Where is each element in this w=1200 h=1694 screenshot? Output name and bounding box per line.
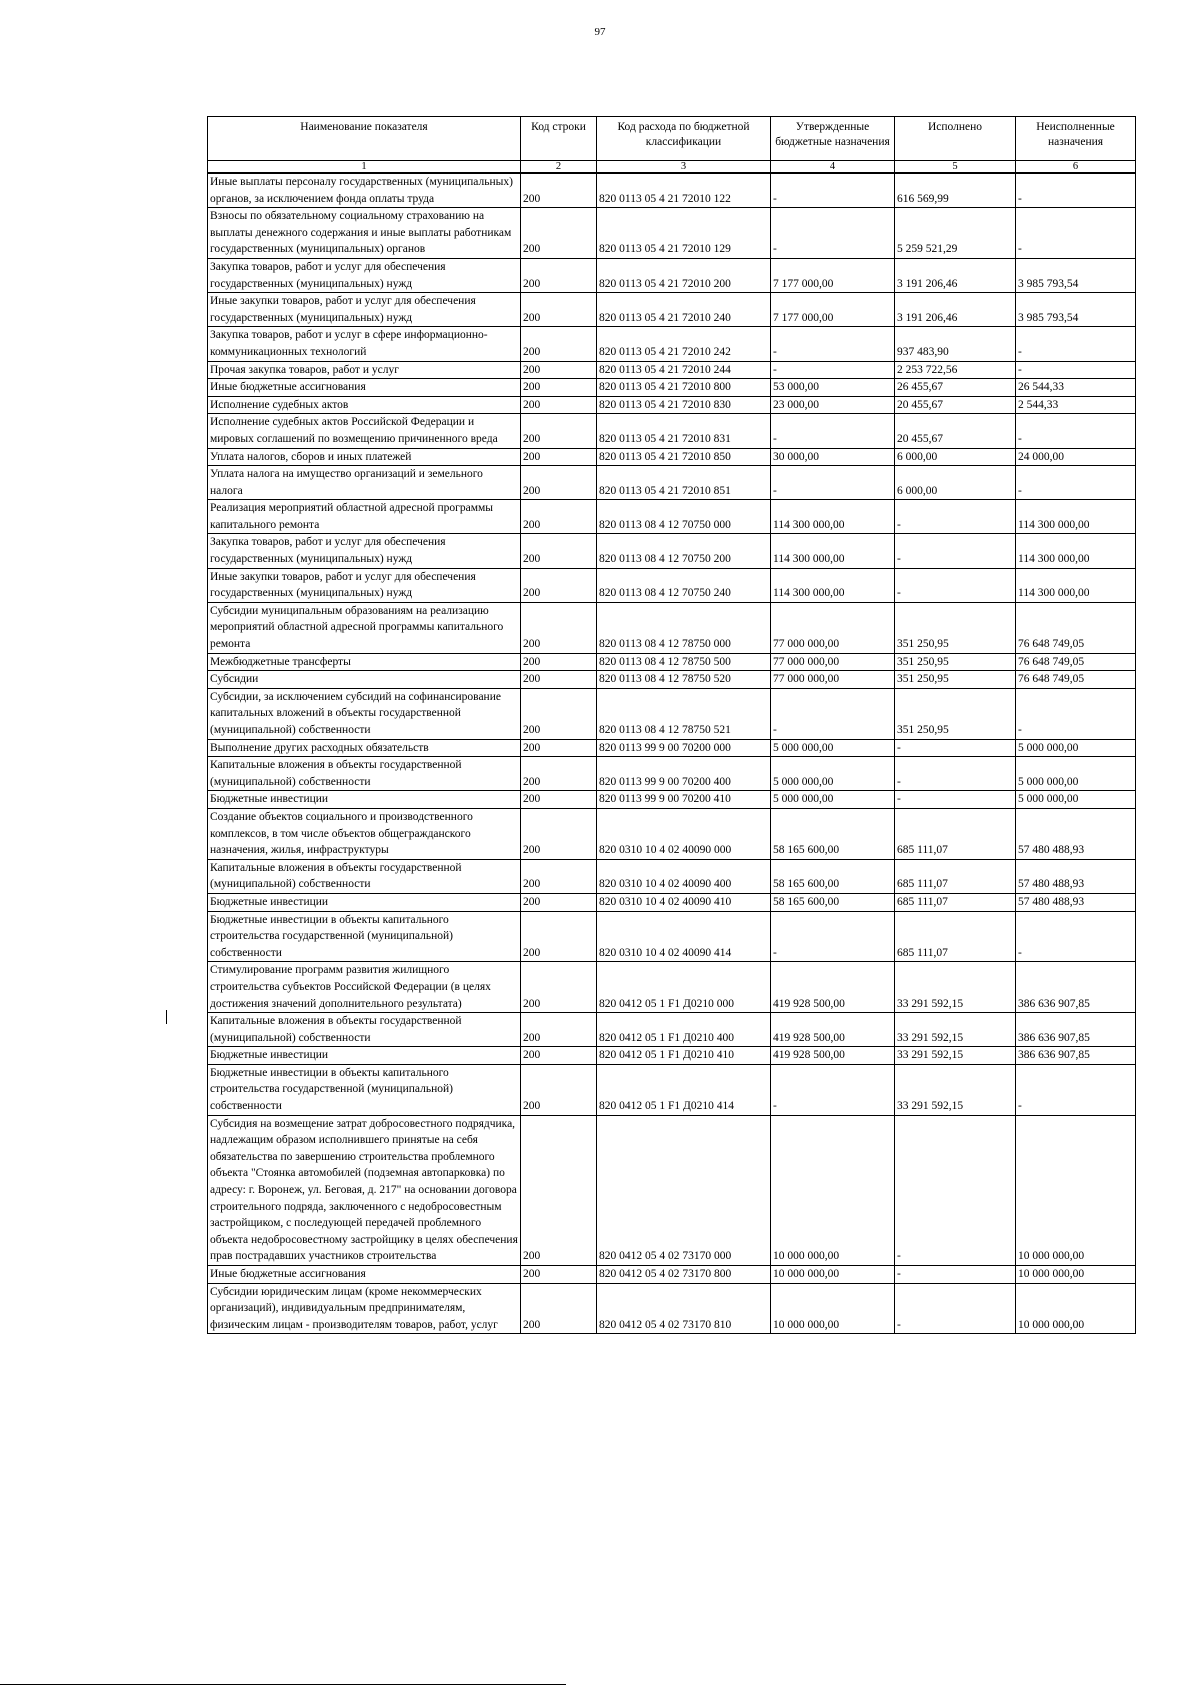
row-expense-code: 820 0113 05 4 21 72010 831 [597, 414, 771, 448]
row-executed: - [895, 791, 1016, 809]
table-row [208, 739, 1136, 757]
row-line-code: 200 [521, 1115, 597, 1265]
header-numbers-row [208, 161, 1136, 174]
table-row [208, 808, 1136, 859]
header-line-code: Код строки [521, 117, 597, 161]
table-row [208, 859, 1136, 893]
row-line-code: 200 [521, 258, 597, 292]
row-name: Стимулирование программ развития жилищного строительства субъектов Российской Федерации (в целях достижения значений дополнительного результата) [208, 962, 521, 1013]
row-executed: - [895, 500, 1016, 534]
row-expense-code: 820 0412 05 1 F1 Д0210 000 [597, 962, 771, 1013]
row-line-code: 200 [521, 208, 597, 259]
row-executed: 6 000,00 [895, 466, 1016, 500]
table-row [208, 911, 1136, 962]
table-row [208, 1115, 1136, 1265]
table-row [208, 1266, 1136, 1284]
row-executed: 5 259 521,29 [895, 208, 1016, 259]
row-expense-code: 820 0310 10 4 02 40090 000 [597, 808, 771, 859]
row-expense-code: 820 0310 10 4 02 40090 400 [597, 859, 771, 893]
row-expense-code: 820 0412 05 4 02 73170 800 [597, 1266, 771, 1284]
row-expense-code: 820 0113 05 4 21 72010 240 [597, 293, 771, 327]
row-name: Закупка товаров, работ и услуг для обеспечения государственных (муниципальных) нужд [208, 534, 521, 568]
row-name: Уплата налогов, сборов и иных платежей [208, 448, 521, 466]
row-line-code: 200 [521, 602, 597, 653]
row-name: Уплата налога на имущество организаций и земельного налога [208, 466, 521, 500]
row-executed: 20 455,67 [895, 414, 1016, 448]
row-executed: 2 253 722,56 [895, 361, 1016, 379]
row-name: Иные бюджетные ассигнования [208, 379, 521, 397]
row-line-code: 200 [521, 500, 597, 534]
row-approved: 53 000,00 [771, 379, 895, 397]
row-line-code: 200 [521, 688, 597, 739]
row-line-code: 200 [521, 414, 597, 448]
row-approved: 58 165 600,00 [771, 893, 895, 911]
row-unexecuted: 3 985 793,54 [1016, 258, 1136, 292]
row-unexecuted: 76 648 749,05 [1016, 653, 1136, 671]
row-executed: 616 569,99 [895, 173, 1016, 208]
row-name: Бюджетные инвестиции в объекты капитального строительства государственной (муниципальной) собственности [208, 1064, 521, 1115]
table-row [208, 671, 1136, 689]
row-name: Выполнение других расходных обязательств [208, 739, 521, 757]
row-line-code: 200 [521, 739, 597, 757]
row-name: Взносы по обязательному социальному страхованию на выплаты денежного содержания и иные выплаты работникам государственных (муниципальных) органов [208, 208, 521, 259]
row-approved: 419 928 500,00 [771, 962, 895, 1013]
row-expense-code: 820 0412 05 4 02 73170 000 [597, 1115, 771, 1265]
table-row [208, 1013, 1136, 1047]
page-number: 97 [594, 26, 606, 38]
row-expense-code: 820 0113 05 4 21 72010 244 [597, 361, 771, 379]
table-row [208, 653, 1136, 671]
row-executed: 33 291 592,15 [895, 1013, 1016, 1047]
row-approved: - [771, 414, 895, 448]
row-name: Иные бюджетные ассигнования [208, 1266, 521, 1284]
row-approved: - [771, 688, 895, 739]
row-unexecuted: - [1016, 327, 1136, 361]
row-unexecuted: 114 300 000,00 [1016, 568, 1136, 602]
row-executed: 351 250,95 [895, 602, 1016, 653]
row-line-code: 200 [521, 327, 597, 361]
row-line-code: 200 [521, 757, 597, 791]
row-line-code: 200 [521, 791, 597, 809]
row-expense-code: 820 0113 99 9 00 70200 400 [597, 757, 771, 791]
row-approved: 7 177 000,00 [771, 258, 895, 292]
row-approved: 7 177 000,00 [771, 293, 895, 327]
row-line-code: 200 [521, 379, 597, 397]
row-approved: 77 000 000,00 [771, 602, 895, 653]
row-unexecuted: 5 000 000,00 [1016, 739, 1136, 757]
table-row [208, 1047, 1136, 1065]
table-row [208, 1283, 1136, 1334]
row-unexecuted: - [1016, 1064, 1136, 1115]
row-unexecuted: 5 000 000,00 [1016, 757, 1136, 791]
row-expense-code: 820 0113 05 4 21 72010 850 [597, 448, 771, 466]
row-name: Исполнение судебных актов [208, 396, 521, 414]
row-line-code: 200 [521, 671, 597, 689]
row-unexecuted: 57 480 488,93 [1016, 808, 1136, 859]
table-row [208, 602, 1136, 653]
row-line-code: 200 [521, 859, 597, 893]
row-approved: 114 300 000,00 [771, 500, 895, 534]
row-unexecuted: 57 480 488,93 [1016, 893, 1136, 911]
row-unexecuted: 3 985 793,54 [1016, 293, 1136, 327]
row-line-code: 200 [521, 568, 597, 602]
row-approved: - [771, 361, 895, 379]
row-executed: - [895, 1115, 1016, 1265]
row-line-code: 200 [521, 1013, 597, 1047]
budget-execution-table [207, 116, 1136, 1334]
table-row [208, 962, 1136, 1013]
row-unexecuted: - [1016, 173, 1136, 208]
row-executed: - [895, 534, 1016, 568]
row-expense-code: 820 0113 99 9 00 70200 410 [597, 791, 771, 809]
row-executed: - [895, 757, 1016, 791]
row-line-code: 200 [521, 396, 597, 414]
row-unexecuted: 10 000 000,00 [1016, 1266, 1136, 1284]
row-approved: 77 000 000,00 [771, 653, 895, 671]
table-row [208, 757, 1136, 791]
row-line-code: 200 [521, 173, 597, 208]
row-executed: 685 111,07 [895, 911, 1016, 962]
header-number: 1 [208, 161, 521, 174]
header-number: 4 [771, 161, 895, 174]
row-name: Иные закупки товаров, работ и услуг для обеспечения государственных (муниципальных) нужд [208, 568, 521, 602]
row-approved: - [771, 911, 895, 962]
row-executed: 351 250,95 [895, 688, 1016, 739]
table-row [208, 293, 1136, 327]
row-name: Закупка товаров, работ и услуг в сфере информационно-коммуникационных технологий [208, 327, 521, 361]
row-unexecuted: 386 636 907,85 [1016, 1047, 1136, 1065]
row-executed: 6 000,00 [895, 448, 1016, 466]
row-expense-code: 820 0113 08 4 12 70750 000 [597, 500, 771, 534]
row-unexecuted: 5 000 000,00 [1016, 791, 1136, 809]
row-line-code: 200 [521, 1064, 597, 1115]
row-expense-code: 820 0412 05 1 F1 Д0210 400 [597, 1013, 771, 1047]
row-executed: 351 250,95 [895, 653, 1016, 671]
row-line-code: 200 [521, 534, 597, 568]
row-executed: 26 455,67 [895, 379, 1016, 397]
table-row [208, 688, 1136, 739]
row-line-code: 200 [521, 1266, 597, 1284]
row-unexecuted: 10 000 000,00 [1016, 1283, 1136, 1334]
row-approved: - [771, 208, 895, 259]
row-expense-code: 820 0113 05 4 21 72010 800 [597, 379, 771, 397]
row-executed: 351 250,95 [895, 671, 1016, 689]
row-expense-code: 820 0113 05 4 21 72010 830 [597, 396, 771, 414]
row-approved: - [771, 466, 895, 500]
row-approved: 5 000 000,00 [771, 757, 895, 791]
table-row [208, 1064, 1136, 1115]
row-approved: 5 000 000,00 [771, 739, 895, 757]
row-name: Бюджетные инвестиции [208, 893, 521, 911]
row-line-code: 200 [521, 361, 597, 379]
row-name: Субсидии, за исключением субсидий на софинансирование капитальных вложений в объекты государственной (муниципальной) собственности [208, 688, 521, 739]
row-approved: 58 165 600,00 [771, 859, 895, 893]
row-executed: 937 483,90 [895, 327, 1016, 361]
row-name: Капитальные вложения в объекты государственной (муниципальной) собственности [208, 859, 521, 893]
row-unexecuted: 76 648 749,05 [1016, 602, 1136, 653]
table-row [208, 396, 1136, 414]
row-expense-code: 820 0113 99 9 00 70200 000 [597, 739, 771, 757]
row-expense-code: 820 0113 05 4 21 72010 200 [597, 258, 771, 292]
row-expense-code: 820 0113 05 4 21 72010 851 [597, 466, 771, 500]
table-row [208, 327, 1136, 361]
row-name: Иные выплаты персоналу государственных (муниципальных) органов, за исключением фонда оплаты труда [208, 173, 521, 208]
row-line-code: 200 [521, 808, 597, 859]
table-row [208, 466, 1136, 500]
row-name: Капитальные вложения в объекты государственной (муниципальной) собственности [208, 1013, 521, 1047]
row-expense-code: 820 0113 08 4 12 78750 500 [597, 653, 771, 671]
footer-rule [0, 1684, 566, 1685]
row-expense-code: 820 0412 05 1 F1 Д0210 410 [597, 1047, 771, 1065]
row-expense-code: 820 0113 05 4 21 72010 122 [597, 173, 771, 208]
row-approved: 10 000 000,00 [771, 1115, 895, 1265]
row-line-code: 200 [521, 653, 597, 671]
row-approved: 5 000 000,00 [771, 791, 895, 809]
table-row [208, 379, 1136, 397]
table-row [208, 208, 1136, 259]
row-unexecuted: 76 648 749,05 [1016, 671, 1136, 689]
row-expense-code: 820 0113 05 4 21 72010 129 [597, 208, 771, 259]
row-unexecuted: 57 480 488,93 [1016, 859, 1136, 893]
row-executed: - [895, 1266, 1016, 1284]
row-name: Субсидия на возмещение затрат добросовестного подрядчика, надлежащим образом исполнившего принятые на себя обязательства по завершению строительства проблемного объекта "Стоянка автомобилей (подземная автопарковка) по адресу: г. Воронеж, ул. Беговая, д. 217" на основании договора строительного подряда, заключенного с недобросовестным застройщиком, с последующей передачей проблемного объекта недобросовестному застройщику в целях обеспечения прав пострадавших участников строительства [208, 1115, 521, 1265]
row-line-code: 200 [521, 911, 597, 962]
row-name: Прочая закупка товаров, работ и услуг [208, 361, 521, 379]
row-approved: 10 000 000,00 [771, 1283, 895, 1334]
table-row [208, 173, 1136, 208]
header-expense-code: Код расхода по бюджетной классификации [597, 117, 771, 161]
header-number: 3 [597, 161, 771, 174]
header-name: Наименование показателя [208, 117, 521, 161]
row-unexecuted: - [1016, 688, 1136, 739]
row-name: Субсидии [208, 671, 521, 689]
row-unexecuted: 114 300 000,00 [1016, 500, 1136, 534]
row-name: Иные закупки товаров, работ и услуг для обеспечения государственных (муниципальных) нужд [208, 293, 521, 327]
row-line-code: 200 [521, 1283, 597, 1334]
row-unexecuted: 26 544,33 [1016, 379, 1136, 397]
row-executed: 3 191 206,46 [895, 293, 1016, 327]
row-expense-code: 820 0113 08 4 12 78750 000 [597, 602, 771, 653]
table-row [208, 361, 1136, 379]
table-row [208, 448, 1136, 466]
row-unexecuted: 386 636 907,85 [1016, 962, 1136, 1013]
row-executed: 33 291 592,15 [895, 962, 1016, 1013]
row-name: Бюджетные инвестиции [208, 791, 521, 809]
row-executed: - [895, 568, 1016, 602]
table-row [208, 893, 1136, 911]
margin-mark [166, 1010, 167, 1024]
row-unexecuted: 114 300 000,00 [1016, 534, 1136, 568]
row-unexecuted: 24 000,00 [1016, 448, 1136, 466]
row-executed: - [895, 739, 1016, 757]
row-line-code: 200 [521, 466, 597, 500]
row-name: Капитальные вложения в объекты государственной (муниципальной) собственности [208, 757, 521, 791]
row-line-code: 200 [521, 1047, 597, 1065]
table-row [208, 534, 1136, 568]
row-executed: 685 111,07 [895, 893, 1016, 911]
row-unexecuted: 2 544,33 [1016, 396, 1136, 414]
row-approved: 30 000,00 [771, 448, 895, 466]
row-unexecuted: 386 636 907,85 [1016, 1013, 1136, 1047]
row-expense-code: 820 0412 05 1 F1 Д0210 414 [597, 1064, 771, 1115]
row-unexecuted: - [1016, 208, 1136, 259]
header-unexecuted: Неисполненные назначения [1016, 117, 1136, 161]
row-executed: 33 291 592,15 [895, 1064, 1016, 1115]
row-expense-code: 820 0113 08 4 12 70750 240 [597, 568, 771, 602]
header-number: 5 [895, 161, 1016, 174]
header-approved: Утвержденные бюджетные назначения [771, 117, 895, 161]
row-unexecuted: - [1016, 361, 1136, 379]
row-name: Создание объектов социального и производственного комплексов, в том числе объектов общегражданского назначения, жилья, инфраструктуры [208, 808, 521, 859]
row-executed: 20 455,67 [895, 396, 1016, 414]
row-approved: 58 165 600,00 [771, 808, 895, 859]
row-expense-code: 820 0113 05 4 21 72010 242 [597, 327, 771, 361]
row-line-code: 200 [521, 448, 597, 466]
table-row [208, 414, 1136, 448]
table-row [208, 791, 1136, 809]
row-line-code: 200 [521, 293, 597, 327]
row-expense-code: 820 0310 10 4 02 40090 414 [597, 911, 771, 962]
row-approved: 419 928 500,00 [771, 1013, 895, 1047]
row-expense-code: 820 0412 05 4 02 73170 810 [597, 1283, 771, 1334]
row-unexecuted: - [1016, 414, 1136, 448]
row-unexecuted: - [1016, 911, 1136, 962]
row-approved: 114 300 000,00 [771, 568, 895, 602]
row-name: Бюджетные инвестиции в объекты капитального строительства государственной (муниципальной) собственности [208, 911, 521, 962]
row-name: Бюджетные инвестиции [208, 1047, 521, 1065]
row-name: Реализация мероприятий областной адресной программы капитального ремонта [208, 500, 521, 534]
row-name: Исполнение судебных актов Российской Федерации и мировых соглашений по возмещению причиненного вреда [208, 414, 521, 448]
row-name: Субсидии муниципальным образованиям на реализацию мероприятий областной адресной программы капитального ремонта [208, 602, 521, 653]
row-executed: 33 291 592,15 [895, 1047, 1016, 1065]
header-number: 6 [1016, 161, 1136, 174]
row-approved: - [771, 327, 895, 361]
row-name: Субсидии юридическим лицам (кроме некоммерческих организаций), индивидуальным предпринимателям, физическим лицам - производителям товаров, работ, услуг [208, 1283, 521, 1334]
row-line-code: 200 [521, 893, 597, 911]
table-row [208, 258, 1136, 292]
row-expense-code: 820 0310 10 4 02 40090 410 [597, 893, 771, 911]
row-executed: 3 191 206,46 [895, 258, 1016, 292]
header-executed: Исполнено [895, 117, 1016, 161]
table-row [208, 500, 1136, 534]
row-approved: 77 000 000,00 [771, 671, 895, 689]
row-approved: - [771, 173, 895, 208]
header-row [208, 117, 1136, 161]
row-name: Межбюджетные трансферты [208, 653, 521, 671]
row-executed: 685 111,07 [895, 859, 1016, 893]
row-expense-code: 820 0113 08 4 12 70750 200 [597, 534, 771, 568]
row-approved: 419 928 500,00 [771, 1047, 895, 1065]
row-name: Закупка товаров, работ и услуг для обеспечения государственных (муниципальных) нужд [208, 258, 521, 292]
row-executed: 685 111,07 [895, 808, 1016, 859]
row-unexecuted: 10 000 000,00 [1016, 1115, 1136, 1265]
row-approved: - [771, 1064, 895, 1115]
row-expense-code: 820 0113 08 4 12 78750 520 [597, 671, 771, 689]
row-approved: 23 000,00 [771, 396, 895, 414]
row-unexecuted: - [1016, 466, 1136, 500]
header-number: 2 [521, 161, 597, 174]
row-executed: - [895, 1283, 1016, 1334]
row-approved: 10 000 000,00 [771, 1266, 895, 1284]
row-expense-code: 820 0113 08 4 12 78750 521 [597, 688, 771, 739]
row-approved: 114 300 000,00 [771, 534, 895, 568]
table-row [208, 568, 1136, 602]
row-line-code: 200 [521, 962, 597, 1013]
